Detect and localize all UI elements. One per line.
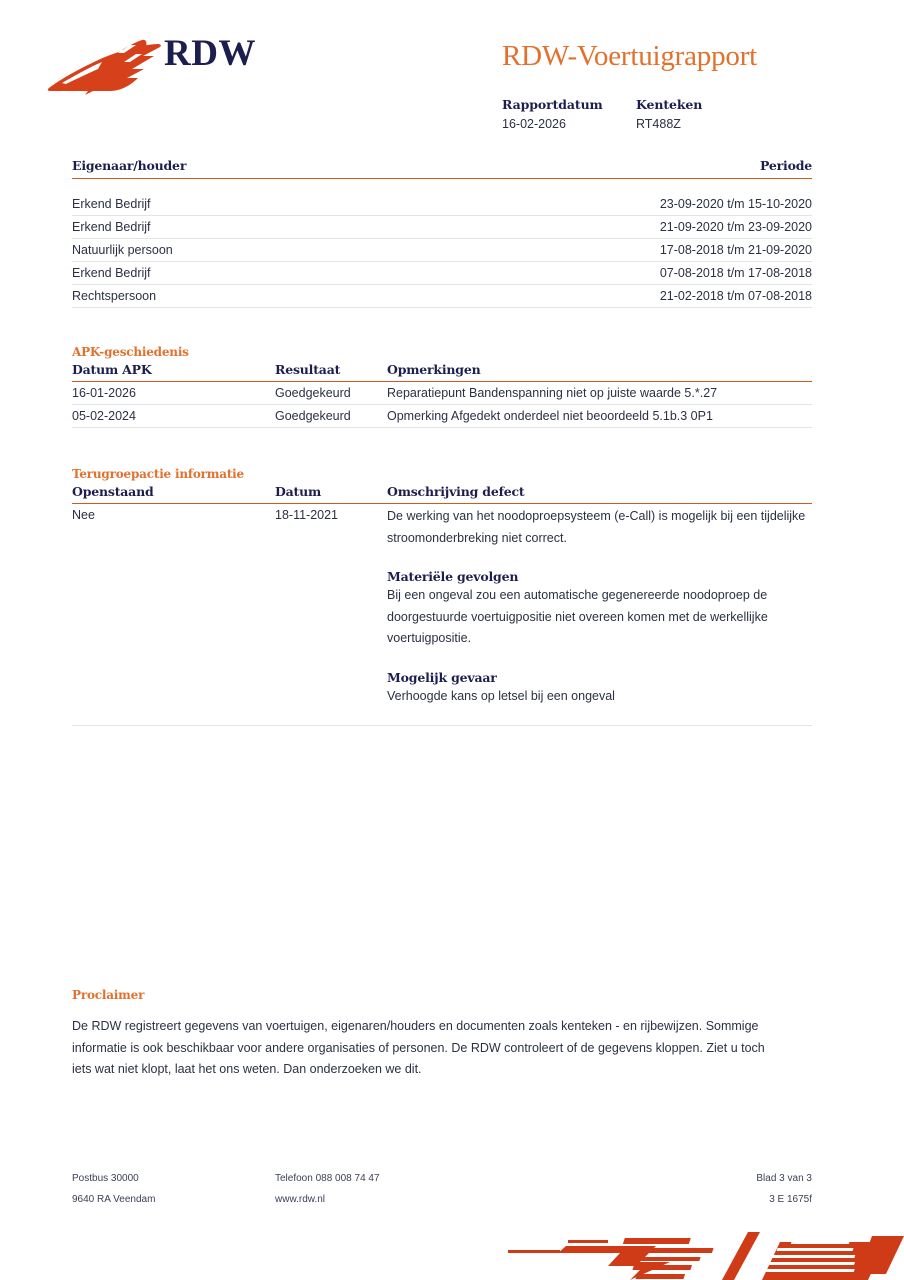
apk-remark: Reparatiepunt Bandenspanning niet op juiste waarde 5.*.27 <box>387 386 718 400</box>
owner-type: Natuurlijk persoon <box>72 243 173 257</box>
recall-date: 18-11-2021 <box>275 508 339 522</box>
report-date-block <box>502 96 636 134</box>
table-row <box>72 504 812 715</box>
owner-period: 17-08-2018 t/m 21-09-2020 <box>659 243 812 257</box>
document-meta <box>502 96 842 134</box>
recall-table-bottom-rule <box>72 715 812 726</box>
owner-table-header <box>72 158 812 179</box>
rdw-wordmark: RDW <box>164 33 256 74</box>
footer-doc-code: 3 E 1675f <box>769 1194 812 1205</box>
table-row <box>72 382 812 405</box>
column-header-period: Periode <box>760 158 812 173</box>
table-row <box>72 193 812 216</box>
rdw-bottom-decoration-icon <box>480 1222 904 1280</box>
recall-open-status: Nee <box>72 508 95 522</box>
rdw-feather-logo-icon <box>44 36 164 98</box>
apk-table-body <box>72 382 812 428</box>
owner-period: 21-09-2020 t/m 23-09-2020 <box>659 220 812 234</box>
recall-defect-description: De werking van het noodoproepsysteem (e-Call) is mogelijk bij een tijdelijke stroomonderbreking niet correct. <box>387 509 806 545</box>
owner-period: 07-08-2018 t/m 17-08-2018 <box>659 266 812 280</box>
footer-page-number: Blad 3 van 3 <box>756 1173 812 1184</box>
proclaimer-title: Proclaimer <box>72 988 145 1002</box>
document-title: RDW-Voertuigrapport <box>502 40 758 72</box>
proclaimer-section <box>72 988 812 1081</box>
column-header-owner: Eigenaar/houder <box>72 158 187 173</box>
footer-website[interactable]: www.rdw.nl <box>275 1194 326 1205</box>
column-header-recall-open: Openstaand <box>72 484 154 499</box>
footer-row-1 <box>72 1168 812 1189</box>
license-plate-value: RT488Z <box>636 117 681 131</box>
apk-table-header <box>72 362 812 382</box>
owner-type: Erkend Bedrijf <box>72 220 151 234</box>
proclaimer-text: De RDW registreert gegevens van voertuigen, eigenaren/houders en documenten zoals kenteken - en rijbewijzen. Sommige informatie is ook beschikbaar voor andere organisaties of personen. De RDW controleert of de gegevens kloppen. Ziet u toch iets wat niet klopt, laat het ons weten. Dan onderzoeken we dit. <box>72 1019 765 1076</box>
column-header-recall-desc: Omschrijving defect <box>387 484 525 499</box>
apk-date: 05-02-2024 <box>72 409 136 423</box>
apk-result: Goedgekeurd <box>275 409 351 423</box>
owner-type: Rechtspersoon <box>72 289 157 303</box>
owner-table-spacer <box>72 179 812 193</box>
owner-type: Erkend Bedrijf <box>72 266 151 280</box>
owner-section <box>72 158 812 308</box>
recall-danger-heading: Mogelijk gevaar <box>387 669 497 685</box>
license-plate-block <box>636 96 702 134</box>
recall-material-heading: Materiële gevolgen <box>387 569 519 584</box>
recall-danger-text: Verhoogde kans op letsel bij een ongeval <box>387 688 615 703</box>
column-header-recall-date: Datum <box>275 484 322 499</box>
footer-phone: Telefoon 088 008 74 47 <box>275 1173 380 1184</box>
table-row <box>72 216 812 239</box>
document-footer <box>72 1168 812 1210</box>
apk-remark: Opmerking Afgedekt onderdeel niet beoordeeld 5.1b.3 0P1 <box>387 409 713 423</box>
footer-row-2 <box>72 1189 812 1210</box>
recall-material-text: Bij een ongeval zou een automatische gegenereerde noodoproep de doorgestuurde voertuigpositie niet overeen komen met de werkellijke voertuigpositie. <box>387 588 768 645</box>
rdw-logo <box>44 32 294 94</box>
license-plate-label: Kenteken <box>636 97 703 112</box>
apk-result: Goedgekeurd <box>275 386 351 400</box>
owner-type: Erkend Bedrijf <box>72 197 151 211</box>
owner-table-body <box>72 193 812 308</box>
table-row <box>72 262 812 285</box>
recall-defect-details <box>387 504 812 715</box>
column-header-apk-remark: Opmerkingen <box>387 362 481 377</box>
apk-history-section <box>72 345 812 428</box>
footer-postbus: Postbus 30000 <box>72 1173 139 1184</box>
column-header-apk-result: Resultaat <box>275 362 341 377</box>
apk-date: 16-01-2026 <box>72 386 136 400</box>
owner-period: 21-02-2018 t/m 07-08-2018 <box>659 289 812 303</box>
report-date-label: Rapportdatum <box>502 97 603 112</box>
recall-table-header <box>72 484 812 504</box>
report-date-value: 16-02-2026 <box>502 117 566 131</box>
document-header <box>0 0 904 150</box>
apk-section-title: APK-geschiedenis <box>72 345 189 359</box>
table-row <box>72 405 812 428</box>
footer-city: 9640 RA Veendam <box>72 1194 156 1205</box>
table-row <box>72 239 812 262</box>
recall-section <box>72 467 812 726</box>
table-row <box>72 285 812 308</box>
column-header-apk-date: Datum APK <box>72 362 152 377</box>
recall-section-title: Terugroepactie informatie <box>72 467 244 481</box>
owner-period: 23-09-2020 t/m 15-10-2020 <box>659 197 812 211</box>
